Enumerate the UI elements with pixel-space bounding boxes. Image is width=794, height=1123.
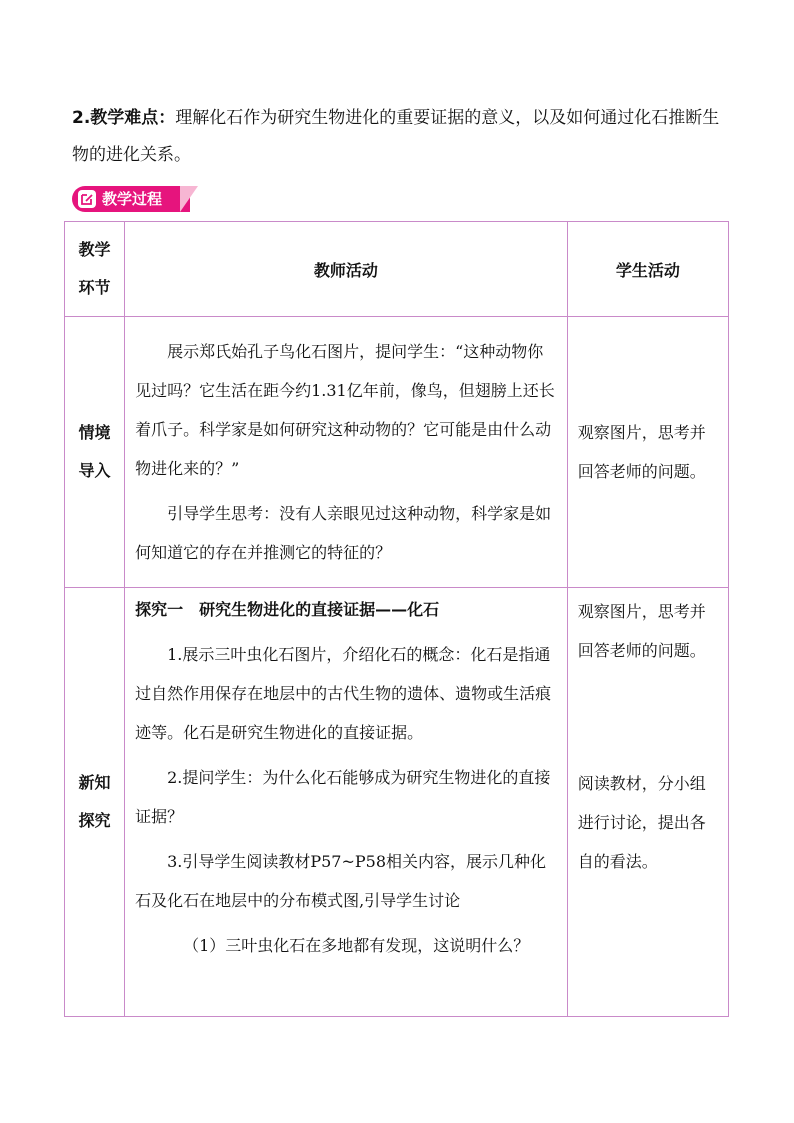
header-student: 学生活动 (567, 222, 728, 317)
stage-cell: 情境导入 (65, 317, 125, 588)
stage-cell: 新知探究 (65, 588, 125, 1017)
teacher-paragraph: （1）三叶虫化石在多地都有发现，这说明什么？ (183, 936, 530, 955)
difficulty-text: 理解化石作为研究生物进化的重要证据的意义，以及如何通过化石推断生物的进化关系。 (72, 108, 720, 165)
inquiry-heading: 探究一 研究生物进化的直接证据——化石 (135, 600, 440, 619)
student-text: 观察图片，思考并回答老师的问题。 (577, 602, 706, 660)
student-activity-cell (567, 317, 728, 588)
teacher-activity-cell (125, 317, 568, 588)
teacher-paragraph: 3.引导学生阅读教材P57~P58相关内容，展示几种化石及化石在地层中的分布模式图,引导学生讨论 (135, 852, 547, 910)
teacher-paragraph: 2.提问学生：为什么化石能够成为研究生物进化的直接证据？ (135, 768, 551, 826)
section-title: 教学过程 (102, 190, 163, 208)
header-teacher: 教师活动 (125, 222, 568, 317)
teacher-paragraph: 展示郑氏始孔子鸟化石图片，提问学生：“这种动物你见过吗？它生活在距今约1.31亿年前，像鸟，但翅膀上还长着爪子。科学家是如何研究这种动物的？它可能是由什么动物进化来的？” (135, 342, 555, 478)
teacher-activity-cell (125, 588, 568, 1017)
section-pill-tail (180, 186, 198, 212)
table-row (65, 317, 729, 588)
teacher-paragraph: 1.展示三叶虫化石图片，介绍化石的概念：化石是指通过自然作用保存在地层中的古代生物的遗体、遗物或生活痕迹等。化石是研究生物进化的直接证据。 (135, 645, 552, 742)
section-header-teaching-process (72, 186, 202, 212)
header-stage: 教学环节 (65, 222, 125, 317)
student-activity-cell (567, 588, 728, 1017)
teaching-difficulty (72, 100, 732, 174)
table-row (65, 588, 729, 1017)
difficulty-label: 2.教学难点： (72, 108, 176, 128)
student-text: 观察图片，思考并回答老师的问题。 (577, 423, 706, 481)
teaching-process-table (64, 221, 729, 1017)
edit-icon (78, 190, 96, 208)
teacher-paragraph: 引导学生思考：没有人亲眼见过这种动物，科学家是如何知道它的存在并推测它的特征的？ (135, 504, 552, 562)
table-header-row (65, 222, 729, 317)
student-text: 阅读教材，分小组进行讨论，提出各自的看法。 (577, 774, 706, 871)
